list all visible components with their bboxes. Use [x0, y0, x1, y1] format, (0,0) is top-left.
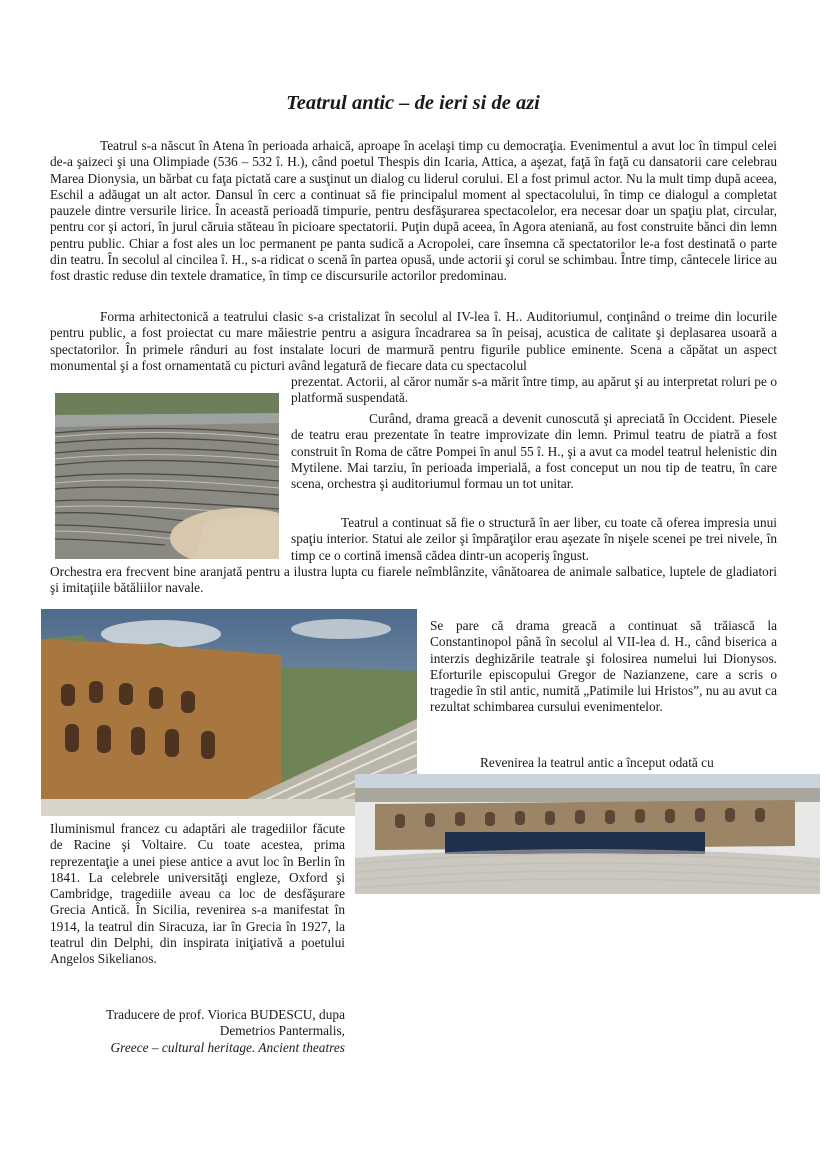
paragraph-revival: Iluminismul francez cu adaptări ale tragediilor făcute de Racine şi Voltaire. Cu toate acestea, prima reprezentaţie a unei piese antice a avut loc în Berlin în 1841. La celebrele universităţi engleze, Oxford şi Cambridge, tragediile aveau ca loc de desfăşurare Grecia Antică. În Sicilia, revenirea s-a manifestat în 1914, la teatrul din Siracuza, iar în Grecia în 1927, la teatrul din Delphi, din inspirata iniţiativă a poetului Angelos Sikelianos. — [50, 821, 345, 967]
paragraph-origins: Teatrul s-a născut în Atena în perioada arhaică, aproape în acelaşi timp cu democraţia. Evenimentul a avut loc în timpul celei de-a şaizeci şi una Olimpiade (536 – 532 î. H.), când poetul Thespis din Icaria, Attica, a aşezat, faţă în faţă cu dansatorii care celebrau Marea Dionysia, un bărbat cu faţa pictată care a susţinut un dialog cu liderul corului. El a fost primul actor. Nu la mult timp după aceea, Eschil a adăugat un alt actor. Dansul în cerc a continuat să fie principalul moment al spectacolului, în timp ce dialogul a completat pauzele dintre versurile lirice. În această perioadă timpurie, pentru desfăşurarea spectacolelor, era necesar doar un spaţiu plat, circular, pentru cor şi actori, în jurul căruia stăteau în picioare spectatorii. Puţin după aceea, în Agora ateniană, au fost construite bănci din lemn pentru public. Chiar a fost ales un loc permanent pe panta sudică a Acropolei, care însemna că spectatorilor le-a fost destinată o parte din teatru. În secolul al cincilea î. H., s-a ridicat o scenă în partea opusă, unde actorii şi corul se schimbau. Între timp, cântecele lirice au fost drastic reduse din textele dramatice, în timp ce discursurile actorilor predominau. — [50, 138, 777, 284]
paragraph-constantinople: Se pare că drama greacă a continuat să trăiască la Constantinopol până în secolul al VII-lea d. H., când biserica a interzis deghizările teatrale şi folosirea numelui lui Dionysos. Eforturile episcopului Gregor de Nazianzene, care a scris o tragedie în stil antic, numită „Patimile lui Hristos”, nu au avut ca rezultat schimbarea cursului evenimentelor. — [430, 618, 777, 715]
translation-credit — [50, 1007, 345, 1056]
paragraph-revival-start: Revenirea la teatrul antic a început odată cu — [480, 755, 714, 770]
paragraph-structure: Teatrul a continuat să fie o structură în aer liber, cu toate că oferea impresia unui spaţiu interior. Statui ale zeilor şi împăraţilor erau aşezate în nişele scenei pe trei nivele, în timp ce o cortină imensă cădea dintr-un acoperiş îngust. — [291, 515, 777, 563]
amphitheater-photo — [55, 393, 279, 559]
paragraph-architecture-end: prezentat. Actorii, al căror număr s-a mărit între timp, au apărut şi au interpretat roluri pe o platformă suspendată. — [291, 374, 777, 406]
paragraph-rome: Curând, drama greacă a devenit cunoscută şi apreciată în Occident. Piesele de teatru erau prezentate în teatre improvizate din lemn. Primul teatru de piatră a fost construit în Roma de către Pompei în anul 55 î. H., şi a avut ca model teatrul helenistic din Mytilene. Mai tarziu, în perioada imperială, a fost conceput un nou tip de teatru, în care scena, orchestra şi auditoriumul formau un tot unitar. — [291, 411, 777, 492]
panorama-photo — [355, 774, 820, 894]
credit-source: Greece – cultural heritage. Ancient theatres — [110, 1039, 345, 1055]
paragraph-architecture: Forma arhitectonică a teatrului clasic s-a cristalizat în secolul al IV-lea î. H.. Auditoriumul, conţinând o treime din locurile pentru public, a fost proiectat cu mare măiestrie pentru a asigura încadrarea sa în peisaj, acustica de calitate şi deplasarea usoară a spectatorilor. În primele rânduri au fost instalate locuri de marmură pentru figurile publice eminente. Scena a căpătat un aspect monumental şi a fost ornamentată cu picturi având legatură de fiecare data cu spectacolul — [50, 309, 777, 373]
page-title: Teatrul antic – de ieri si de azi — [286, 92, 540, 114]
paragraph-structure-end: Orchestra era frecvent bine aranjată pentru a ilustra lupta cu fiarele neîmblânzite, vânătoarea de animale salbatice, luptele de gladiatori şi imitaţiile bătăliilor navale. — [50, 564, 777, 596]
credit-author: Demetrios Pantermalis, — [219, 1023, 345, 1039]
credit-translator: Traducere de prof. Viorica BUDESCU, dupa — [106, 1007, 345, 1022]
